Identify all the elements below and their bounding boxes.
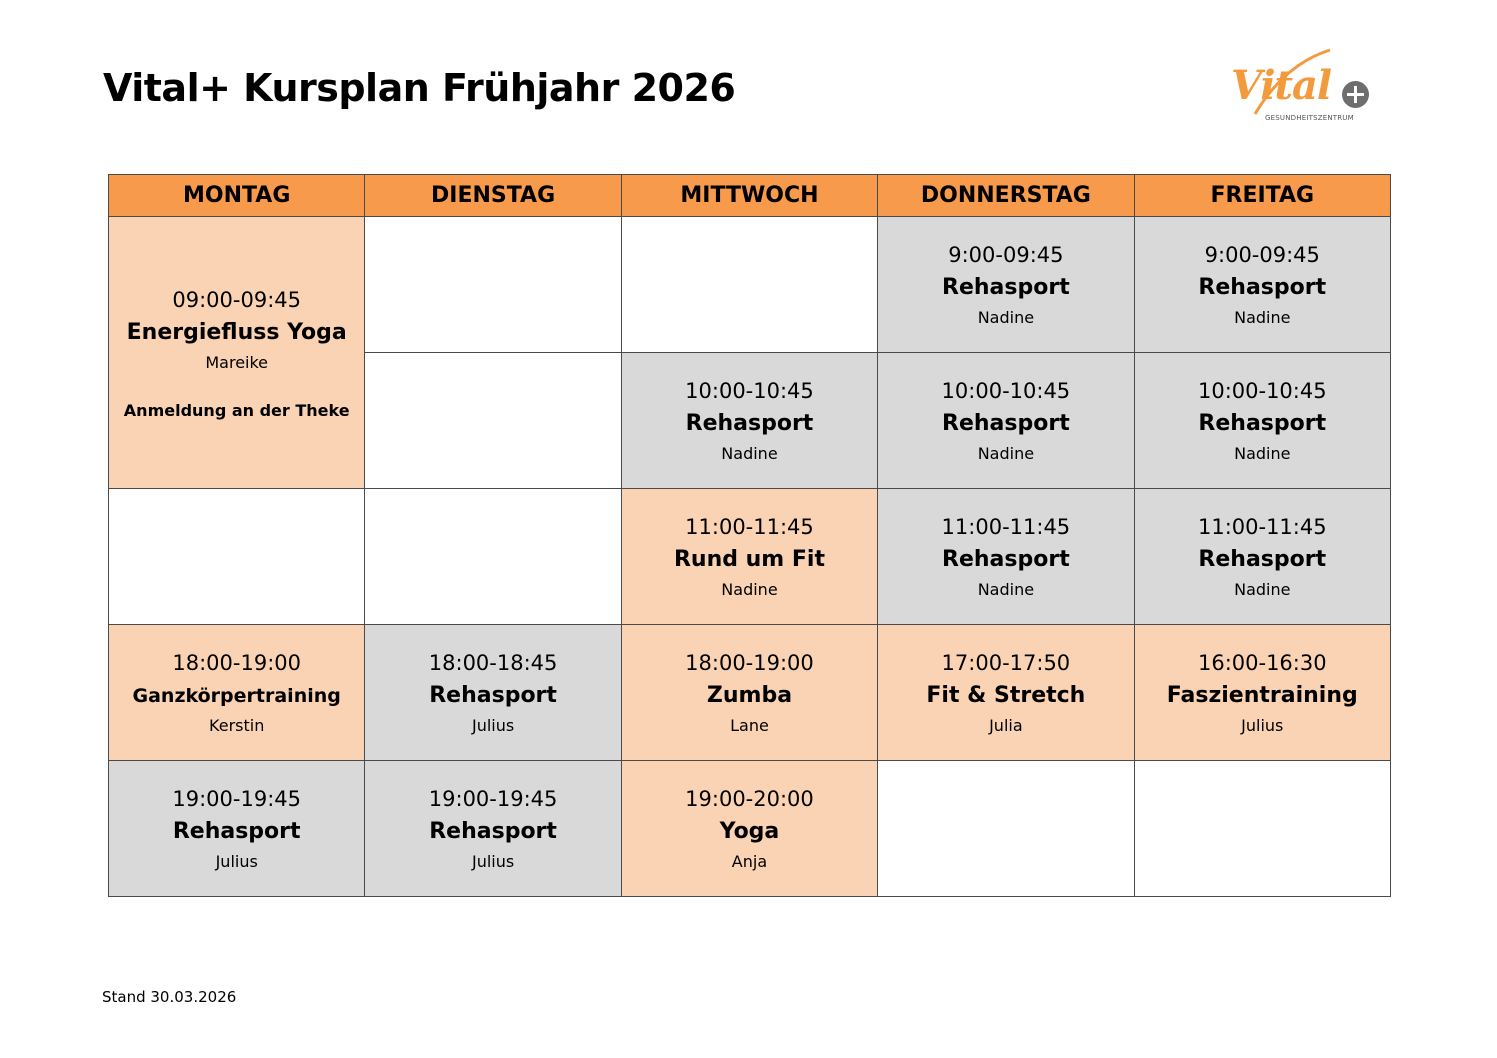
vital-logo — [1225, 44, 1375, 128]
empty-cell — [1134, 761, 1390, 897]
plus-icon — [1342, 81, 1369, 108]
course-cell — [621, 489, 877, 625]
course-time: 18:00-19:00 — [685, 650, 814, 675]
course-trainer: Nadine — [977, 307, 1035, 327]
schedule-row — [109, 761, 1391, 897]
course-name: Rehasport — [685, 410, 814, 436]
footer-date: Stand 30.03.2026 — [102, 988, 237, 1006]
empty-cell — [109, 489, 365, 625]
course-cell — [621, 625, 877, 761]
course-time: 19:00-19:45 — [172, 786, 301, 811]
course-trainer: Julius — [215, 851, 258, 871]
course-time: 10:00-10:45 — [941, 378, 1071, 403]
course-name: Rehasport — [172, 818, 301, 844]
course-name: Rehasport — [1198, 410, 1327, 436]
course-cell — [365, 625, 621, 761]
course-time: 10:00-10:45 — [1197, 378, 1327, 403]
course-trainer: Nadine — [1234, 443, 1291, 463]
course-cell — [878, 217, 1134, 353]
logo-wordmark: Vital — [1231, 62, 1332, 109]
course-cell — [621, 761, 877, 897]
course-trainer: Nadine — [977, 579, 1035, 599]
course-name: Yoga — [719, 818, 780, 844]
course-time: 18:00-18:45 — [428, 650, 558, 675]
day-header-thursday: DONNERSTAG — [878, 175, 1134, 217]
course-name: Rehasport — [1198, 546, 1327, 572]
course-trainer: Nadine — [721, 443, 778, 463]
course-name: Rehasport — [429, 818, 557, 844]
course-trainer: Nadine — [721, 579, 778, 599]
schedule-table — [108, 174, 1391, 897]
header-row — [109, 175, 1391, 217]
course-trainer: Nadine — [1234, 307, 1291, 327]
course-trainer: Julia — [989, 715, 1023, 735]
course-name: Rehasport — [429, 682, 557, 708]
course-trainer: Anja — [731, 851, 768, 871]
course-cell — [109, 625, 365, 761]
course-trainer: Kerstin — [209, 715, 265, 735]
course-trainer: Mareike — [205, 353, 269, 372]
course-time: 9:00-09:45 — [948, 242, 1064, 267]
course-time: 17:00-17:50 — [941, 650, 1071, 675]
course-cell — [878, 353, 1134, 489]
course-trainer: Nadine — [1234, 579, 1291, 599]
course-time: 16:00-16:30 — [1197, 650, 1327, 675]
course-name: Rehasport — [1198, 274, 1327, 300]
page-title: Vital+ Kursplan Frühjahr 2026 — [103, 66, 736, 110]
empty-cell — [365, 489, 621, 625]
day-header-monday: MONTAG — [109, 175, 365, 217]
schedule-row — [109, 625, 1391, 761]
course-name: Fit & Stretch — [926, 682, 1086, 708]
course-trainer: Julius — [471, 715, 515, 735]
course-cell-monday-yoga — [109, 217, 365, 489]
course-name: Energiefluss Yoga — [126, 320, 347, 345]
course-time: 11:00-11:45 — [941, 514, 1071, 539]
course-time: 11:00-11:45 — [685, 514, 814, 539]
course-name: Ganzkörpertraining — [132, 684, 341, 707]
empty-cell — [365, 353, 621, 489]
course-cell — [1134, 625, 1390, 761]
course-name: Faszientraining — [1166, 682, 1358, 708]
course-note: Anmeldung an der Theke — [123, 401, 350, 420]
course-cell — [109, 761, 365, 897]
logo-subtitle: GESUNDHEITSZENTRUM — [1265, 114, 1354, 122]
course-name: Zumba — [706, 682, 793, 708]
schedule-row — [109, 217, 1391, 353]
course-cell — [621, 353, 877, 489]
course-name: Rehasport — [942, 274, 1070, 300]
course-trainer: Nadine — [977, 443, 1035, 463]
course-cell — [1134, 217, 1390, 353]
course-time: 10:00-10:45 — [685, 378, 814, 403]
course-cell — [1134, 489, 1390, 625]
day-header-wednesday: MITTWOCH — [621, 175, 877, 217]
course-time: 9:00-09:45 — [1204, 242, 1320, 267]
empty-cell — [878, 761, 1134, 897]
course-name: Rehasport — [942, 410, 1070, 436]
course-time: 19:00-20:00 — [685, 786, 814, 811]
course-trainer: Julius — [471, 851, 515, 871]
course-time: 11:00-11:45 — [1197, 514, 1327, 539]
day-header-friday: FREITAG — [1134, 175, 1390, 217]
course-time: 19:00-19:45 — [428, 786, 558, 811]
course-cell — [1134, 353, 1390, 489]
course-time: 09:00-09:45 — [172, 288, 301, 312]
course-time: 18:00-19:00 — [172, 650, 301, 675]
course-trainer: Julius — [1241, 715, 1284, 735]
course-cell — [365, 761, 621, 897]
course-cell — [878, 489, 1134, 625]
course-cell — [878, 625, 1134, 761]
schedule-row — [109, 489, 1391, 625]
empty-cell — [365, 217, 621, 353]
course-trainer: Lane — [730, 715, 769, 735]
course-name: Rehasport — [942, 546, 1070, 572]
course-name: Rund um Fit — [673, 546, 825, 572]
empty-cell — [621, 217, 877, 353]
day-header-tuesday: DIENSTAG — [365, 175, 621, 217]
